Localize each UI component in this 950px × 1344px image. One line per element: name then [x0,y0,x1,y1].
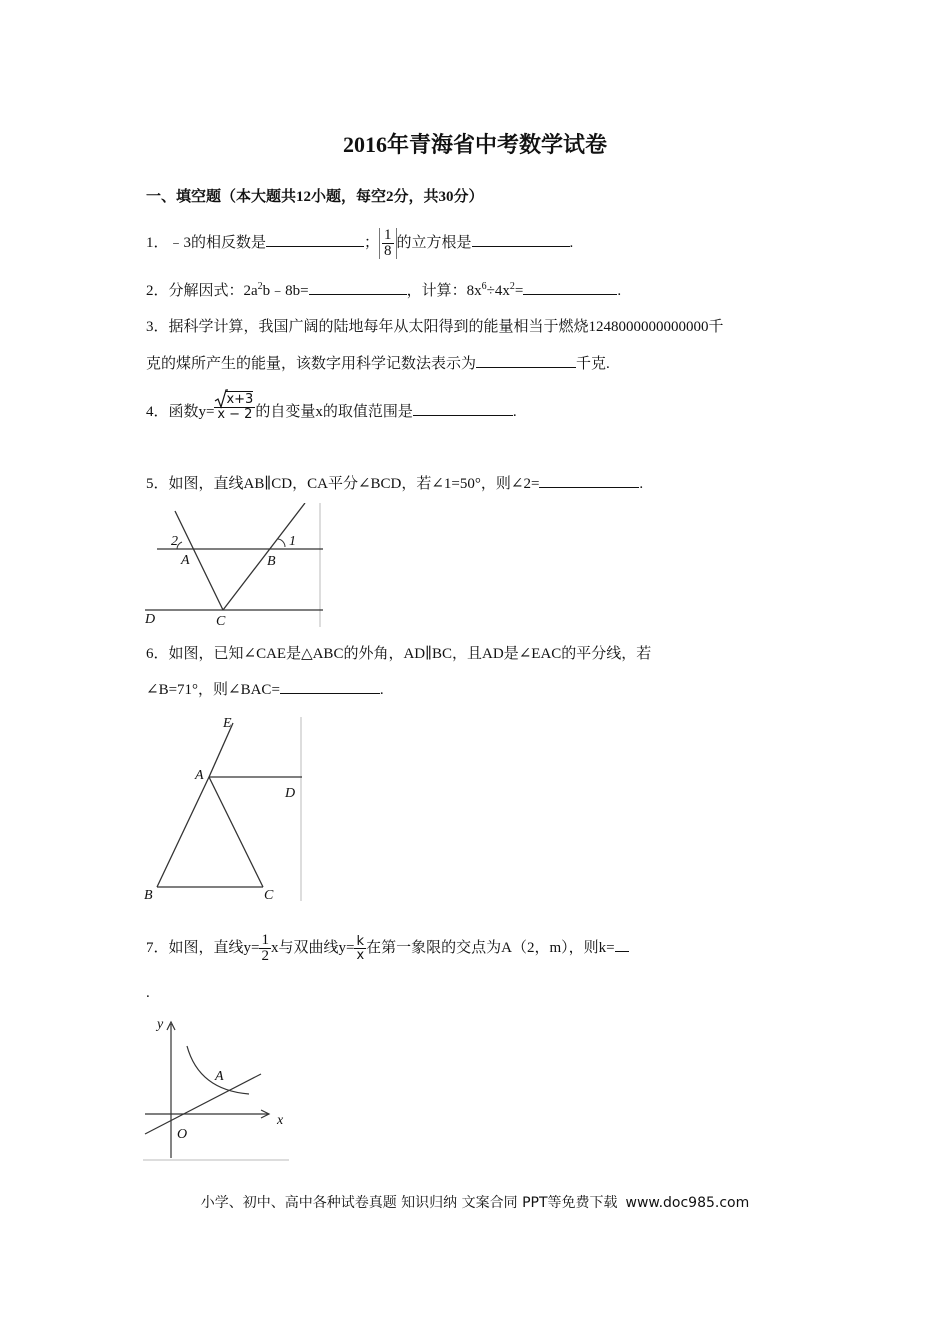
footer [0,1192,950,1212]
q2-text-a: 2．分解因式：2a [146,283,258,299]
fig7-label-o: O [177,1127,188,1142]
q2-blank-1[interactable] [309,280,407,295]
figure-5 [145,503,325,627]
q3-text-a: 克的煤所产生的能量，该数字用科学记数法表示为 [146,356,477,372]
question-2 [146,279,621,300]
fig5-label-1: 1 [289,534,296,549]
q7-fraction-2 [354,935,366,962]
q7-text-b: x与双曲线y= [270,939,355,956]
q4-blank[interactable] [413,401,513,416]
question-1 [146,228,573,259]
q7-text-a: 7．如图，直线y= [146,939,260,956]
page-title: 2016年青海省中考数学试卷 [342,132,607,157]
question-3-line-1: 3．据科学计算，我国广阔的陆地每年从太阳得到的能量相当于燃烧1248000000000000千 [146,319,724,335]
question-6-line-1: 6．如图，已知∠CAE是△ABC的外角，AD∥BC，且AD是∠EAC的平分线，若 [146,646,652,662]
section-heading: 一、填空题（本大题共12小题，每空2分，共30分） [146,189,484,205]
fig5-label-c: C [216,614,226,627]
figure-7 [143,1010,293,1162]
q7-text-c: 在第一象限的交点为A（2，m），则k= [366,939,615,956]
fig7-label-x: x [277,1113,284,1128]
question-6-line-2 [146,678,384,699]
fig7-label-y: y [157,1017,164,1032]
question-4 [146,392,517,427]
q4-denominator: x − 2 [217,407,253,422]
q1-end: . [569,234,574,251]
q4-fraction [214,392,255,421]
q3-text-b: 千克. [576,356,610,372]
q5-text: 5．如图，直线AB∥CD，CA平分∠BCD，若∠1=50°，则∠2= [146,476,540,492]
fig5-label-b: B [267,554,276,569]
q1-denominator: 8 [384,243,392,259]
fig6-label-c: C [264,888,274,903]
q1-text-c: 的立方根是 [396,234,472,251]
question-5 [146,472,643,493]
q4-text-b: 的自变量x的取值范围是 [255,403,413,420]
q1-blank-1[interactable] [266,232,364,247]
q2-text-b: b﹣8b= [262,283,309,299]
q2-text-e: = [514,283,524,299]
question-3-line-2 [146,352,610,373]
q7-den-2: x [356,948,365,963]
fig6-label-a: A [195,768,204,783]
q2-end: . [617,283,622,299]
figure-6 [143,713,305,903]
fig5-label-2: 2 [171,534,178,549]
q2-sup-d: 2 [509,281,515,292]
fig6-label-e: E [223,716,232,731]
q2-text-d: ÷4x [486,283,510,299]
q6-end: . [379,682,384,698]
fig6-label-d: D [285,786,296,801]
q7-fraction-1 [259,933,271,964]
q5-blank[interactable] [539,473,639,488]
q4-text-a: 4．函数y= [146,403,215,420]
q7-blank[interactable] [615,937,629,952]
fig5-label-a: A [181,553,190,568]
fig5-label-d: D [145,612,156,627]
q7-num-2: k [354,935,366,949]
fig5-bg [145,503,325,627]
q6-blank[interactable] [280,679,380,694]
q2-sup-a: 2 [257,281,263,292]
q1-text-a: 1．﹣3的相反数是 [146,234,267,251]
q4-end: . [512,403,517,420]
q5-end: . [639,476,644,492]
q4-numerator: x+3 [226,392,254,407]
footer-url[interactable]: www.doc985.com [625,1195,750,1211]
q2-sup-c: 6 [481,281,487,292]
q7-num-1: 1 [261,932,269,948]
q1-text-b: ； [364,234,380,251]
q6-text: ∠B=71°，则∠BAC= [146,682,280,698]
q2-blank-2[interactable] [523,280,617,295]
question-7 [146,933,629,964]
footer-text: 小学、初中、高中各种试卷真题 知识归纳 文案合同 PPT等免费下载 [200,1195,618,1211]
q1-fraction [379,228,397,259]
fig6-label-b: B [144,888,153,903]
q1-blank-2[interactable] [472,232,570,247]
q4-numerator-wrap [214,392,255,408]
sqrt-icon [214,389,228,409]
q2-text-c: ，计算：8x [406,283,482,299]
q7-end: . [146,985,150,1001]
q3-blank[interactable] [476,353,576,368]
q1-numerator: 1 [384,227,392,243]
fig7-label-a: A [215,1069,224,1084]
q7-den-1: 2 [261,948,269,964]
